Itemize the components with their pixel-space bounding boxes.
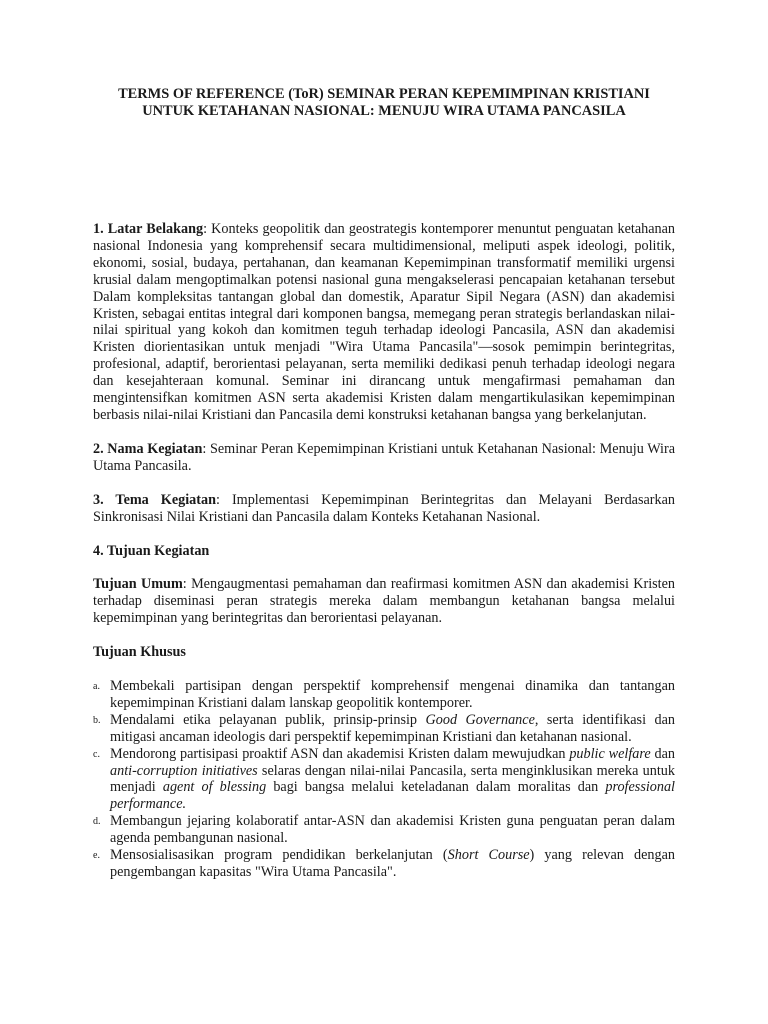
- list-marker: a.: [93, 681, 100, 693]
- list-item: [93, 746, 675, 814]
- tujuan-khusus-heading: Tujuan Khusus: [93, 644, 186, 661]
- document-body: [93, 221, 675, 881]
- section-heading: 3. Tema Kegiatan: [93, 491, 216, 508]
- list-marker: c.: [93, 748, 100, 760]
- list-marker: d.: [93, 816, 101, 828]
- list-item-text: ) yang relevan dengan pengembangan kapasitas "Wira Utama Pancasila".: [110, 847, 675, 880]
- list-item: [93, 813, 675, 847]
- section-latar-belakang: [93, 221, 675, 424]
- subsection-text: : Mengaugmentasi pemahaman dan reafirmasi komitmen ASN dan akademisi Kristen terhadap diseminasi peran strategis mereka dalam membangun ketahanan bangsa melalui kepemimpinan yang berintegritas dan berorientasi pelayanan.: [93, 576, 676, 627]
- list-item-text: bagi bangsa melalui keteladanan dalam moralitas dan: [266, 779, 606, 796]
- list-item: [93, 847, 675, 881]
- title-line-2: UNTUK KETAHANAN NASIONAL: MENUJU WIRA UTAMA PANCASILA: [142, 103, 626, 119]
- document-header: [93, 86, 675, 120]
- list-item-italic: professional performance.: [110, 779, 676, 813]
- list-item-text: selaras dengan nilai-nilai Pancasila, serta menginklusikan mereka untuk menjadi: [110, 762, 675, 796]
- list-item-italic: public welfare: [569, 745, 651, 762]
- list-marker: e.: [93, 850, 100, 862]
- list-item-text: Membangun jejaring kolaboratif antar-ASN dan akademisi Kristen guna penguatan peran dalam agenda pembangunan nasional.: [110, 813, 675, 847]
- list-item-italic: Good Governance: [425, 711, 535, 728]
- list-item-text: Mensosialisasikan program pendidikan berkelanjutan (: [110, 847, 448, 864]
- section-text: : Implementasi Kepemimpinan Berintegritas dan Melayani Berdasarkan Sinkronisasi Nilai Kristiani dan Pancasila dalam Konteks Ketahanan Nasional.: [93, 491, 675, 525]
- tujuan-khusus-list: [93, 678, 675, 881]
- list-item-text: dan: [650, 745, 675, 762]
- list-item-italic: agent of blessing: [162, 779, 267, 796]
- list-item-text: Membekali partisipan dengan perspektif komprehensif mengenai dinamika dan tantangan kepemimpinan Kristiani dalam lanskap geopolitik kontemporer.: [110, 678, 675, 711]
- section-tema-kegiatan: [93, 492, 675, 526]
- list-item-italic: anti-corruption initiatives: [110, 762, 258, 779]
- list-item-text: Mendalami etika pelayanan publik, prinsip-prinsip: [110, 711, 426, 728]
- list-marker: b.: [93, 714, 101, 726]
- list-item: [93, 678, 675, 712]
- list-item-text: Mendorong partisipasi proaktif ASN dan akademisi Kristen dalam mewujudkan: [110, 745, 570, 762]
- list-item-text: , serta identifikasi dan mitigasi ancaman ideologis dari perspektif kepemimpinan Kristiani dan ketahanan nasional.: [110, 711, 675, 745]
- section-text: : Konteks geopolitik dan geostrategis kontemporer menuntut penguatan ketahanan nasional Indonesia yang komprehensif secara multidimensional, meliputi aspek ideologi, politik, ekonomi, sosial, budaya, pertahanan, dan keamanan Kepemimpinan transformatif memiliki urgensi krusial dalam mengoptimalkan potensi nasional guna mengakselerasi pencapaian ketahanan tersebut Dalam kompleksitas tantangan global dan domestik, Aparatur Sipil Negara (ASN) dan akademisi Kristen, sebagai entitas integral dari komponen bangsa, memegang peran strategis berlandaskan nilai-nilai spiritual yang kokoh dan komitmen teguh terhadap ideologi Pancasila, ASN dan akademisi Kristen diorientasikan untuk menjadi "Wira Utama Pancasila"—sosok pemimpin berintegritas, profesional, adaptif, berorientasi pelayanan, serta memiliki dedikasi penuh terhadap ideologi negara dan kesejahteraan komunal. Seminar ini dirancang untuk mengafirmasi pemahaman dan mengintensifkan komitmen ASN serta akademisi Kristen dalam mengartikulasikan kepemimpinan berbasis nilai-nilai Kristiani dan Pancasila demi konstruksi ketahanan bangsa yang berkelanjutan.: [93, 221, 675, 423]
- list-item-italic: Short Course: [447, 847, 530, 864]
- list-item: [93, 712, 675, 746]
- section-heading: 2. Nama Kegiatan: [93, 440, 203, 457]
- document-title: [93, 86, 675, 120]
- section-heading: 1. Latar Belakang: [93, 221, 204, 237]
- section-text: : Seminar Peran Kepemimpinan Kristiani untuk Ketahanan Nasional: Menuju Wira Utama Pancasila.: [93, 440, 675, 474]
- section-tujuan-kegiatan-heading: 4. Tujuan Kegiatan: [93, 542, 210, 559]
- section-nama-kegiatan: [93, 441, 675, 475]
- subsection-heading: Tujuan Umum: [93, 576, 183, 593]
- tujuan-umum: [93, 576, 675, 627]
- title-line-1: TERMS OF REFERENCE (ToR) SEMINAR PERAN KEPEMIMPINAN KRISTIANI: [118, 86, 650, 102]
